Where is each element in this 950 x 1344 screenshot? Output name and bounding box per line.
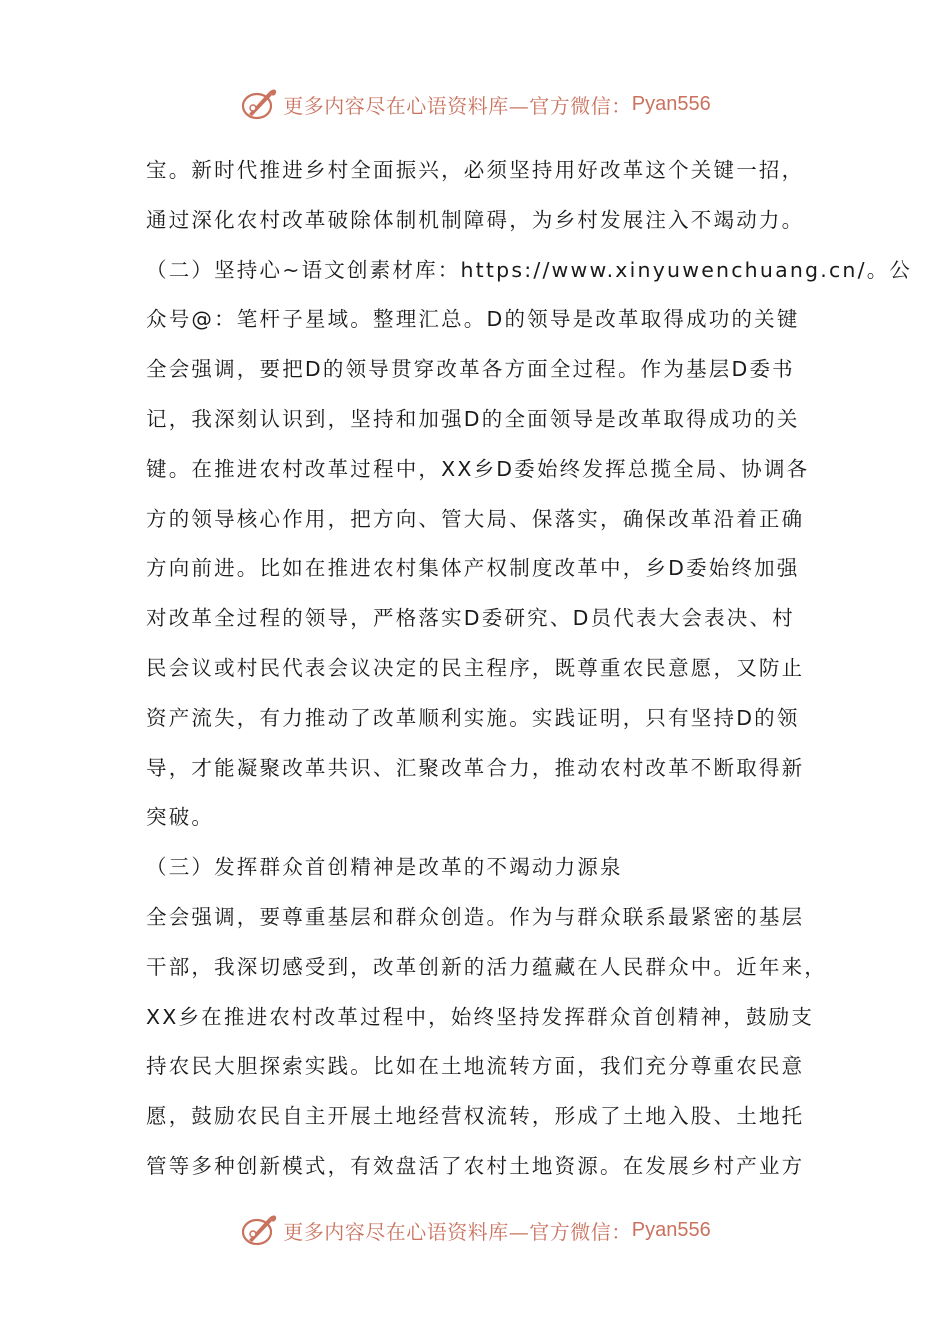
footer-banner-wechat-id: Pyan556 — [631, 1218, 711, 1241]
quill-logo-icon — [239, 84, 279, 124]
quill-logo-icon — [239, 1210, 279, 1250]
footer-banner — [0, 1208, 950, 1252]
body-line: 民会议或村民代表会议决定的民主程序，既尊重农民意愿，又防止 — [146, 655, 805, 680]
document-body — [146, 151, 913, 1197]
body-line: XX乡在推进农村改革过程中，始终坚持发挥群众首创精神，鼓励支 — [146, 1004, 815, 1029]
body-line: 全会强调，要把D的领导贯穿改革各方面全过程。作为基层D委书 — [146, 357, 795, 382]
body-line: 键。在推进农村改革过程中，XX乡D委始终发挥总揽全局、协调各 — [146, 456, 810, 481]
body-line: 干部，我深切感受到，改革创新的活力蕴藏在人民群众中。近年来， — [146, 954, 827, 979]
body-line: 记，我深刻认识到，坚持和加强D的全面领导是改革取得成功的关 — [146, 406, 800, 431]
body-line: 资产流失，有力推动了改革顺利实施。实践证明，只有坚持D的领 — [146, 705, 800, 730]
header-banner-text: 更多内容尽在心语资料库—官方微信： — [283, 93, 632, 118]
header-banner-wechat-id: Pyan556 — [631, 92, 711, 115]
body-line: 方的领导核心作用，把方向、管大局、保落实，确保改革沿着正确 — [146, 506, 805, 531]
body-line: 导，才能凝聚改革共识、汇聚改革合力，推动农村改革不断取得新 — [146, 755, 805, 780]
body-line: 突破。 — [146, 805, 215, 830]
body-line: 对改革全过程的领导，严格落实D委研究、D员代表大会表决、村 — [146, 606, 795, 631]
footer-banner-text: 更多内容尽在心语资料库—官方微信： — [283, 1219, 632, 1244]
body-line: 管等多种创新模式，有效盘活了农村土地资源。在发展乡村产业方 — [146, 1153, 805, 1178]
body-line: 愿，鼓励农民自主开展土地经营权流转，形成了土地入股、土地托 — [146, 1104, 805, 1129]
body-line: 宝。新时代推进乡村全面振兴，必须坚持用好改革这个关键一招， — [146, 158, 805, 182]
body-line: 方向前进。比如在推进农村集体产权制度改革中，乡D委始终加强 — [146, 556, 800, 581]
body-line: 通过深化农村改革破除体制机制障碍，为乡村发展注入不竭动力。 — [146, 207, 805, 232]
body-line: 全会强调，要尊重基层和群众创造。作为与群众联系最紧密的基层 — [146, 904, 805, 929]
header-banner — [0, 82, 950, 126]
section-heading-line: 众号@：笔杆子星域。整理汇总。D的领导是改革取得成功的关键 — [146, 307, 800, 332]
section-heading-line: （二）坚持心~语文创素材库：https://www.xinyuwenchuang.cn/。公 — [146, 257, 913, 282]
body-line: 持农民大胆探索实践。比如在土地流转方面，我们充分尊重农民意 — [146, 1054, 805, 1079]
section-heading-line: （三）发挥群众首创精神是改革的不竭动力源泉 — [146, 855, 623, 880]
